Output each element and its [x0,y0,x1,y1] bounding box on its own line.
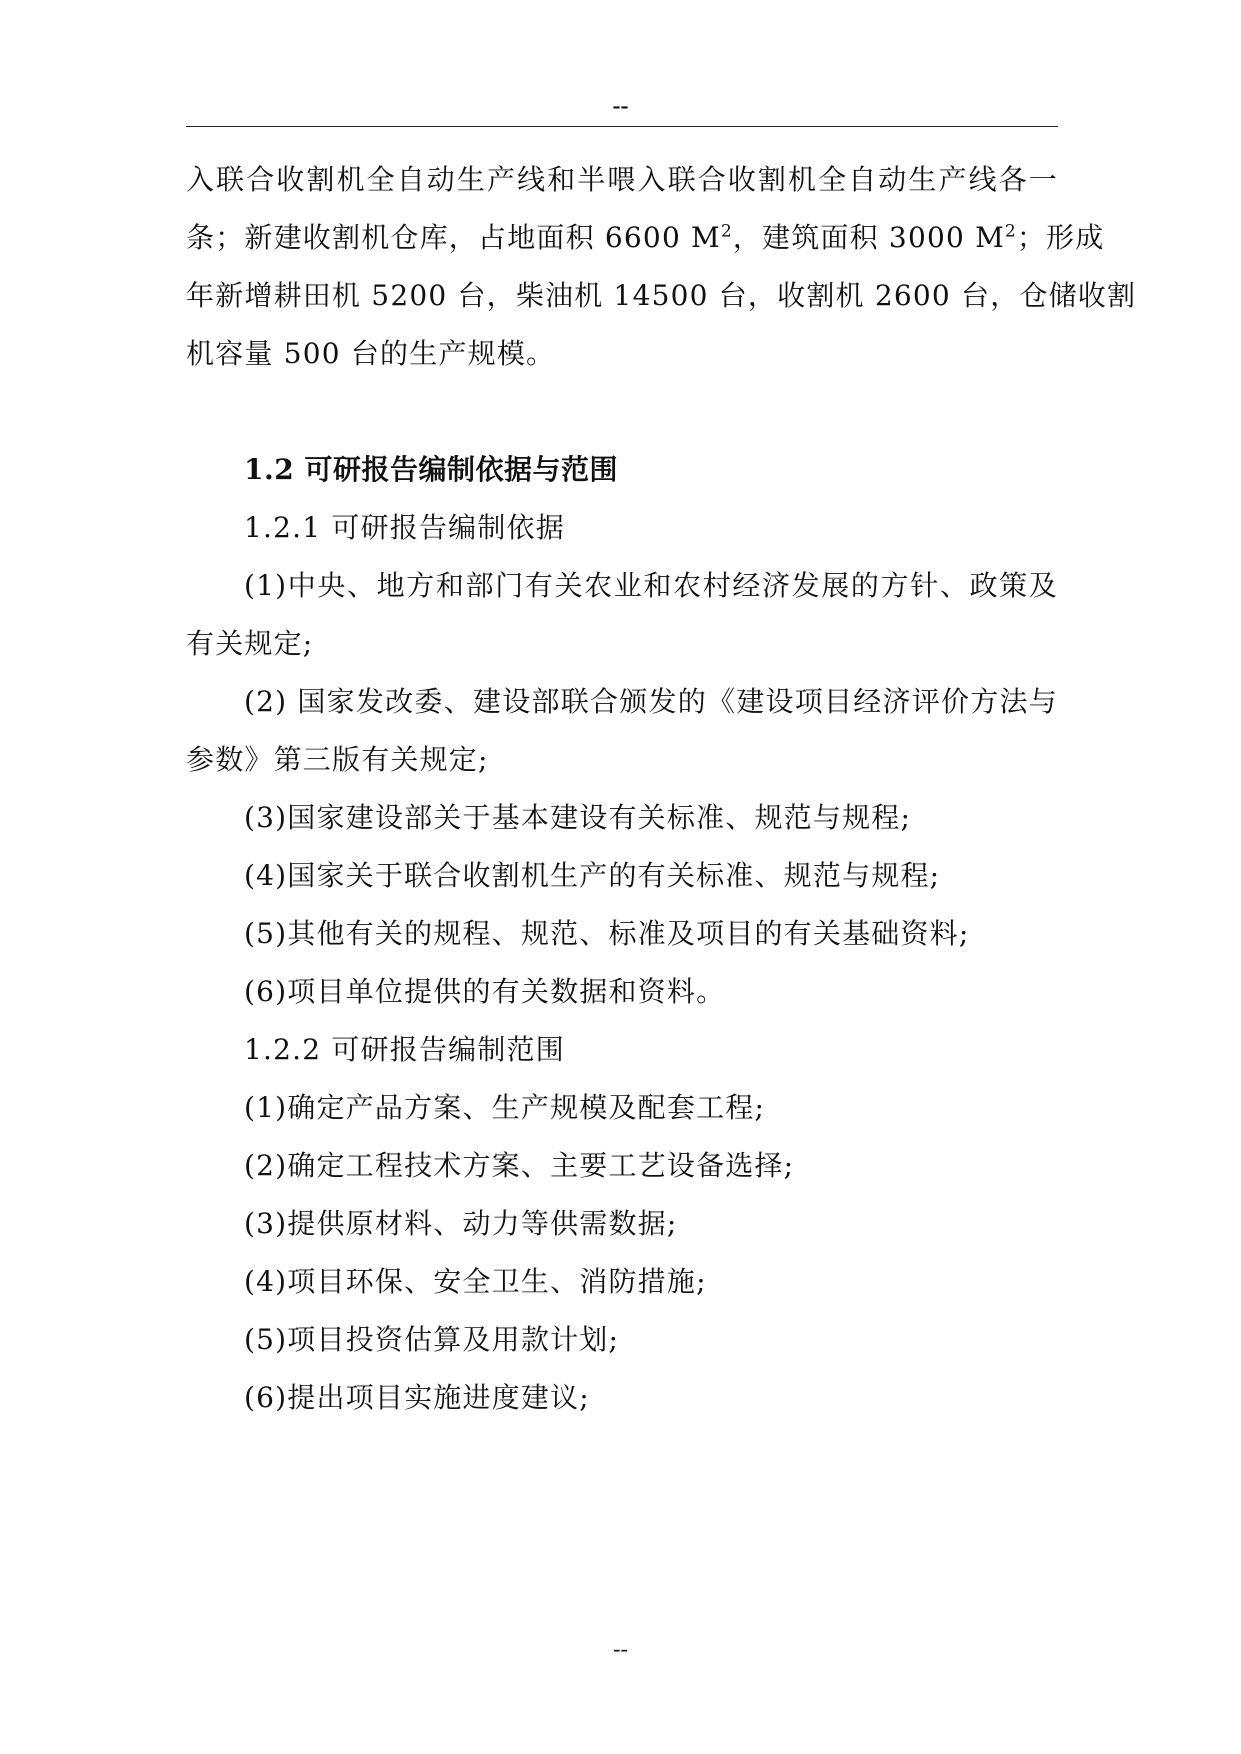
scope-item-2: (2)确定工程技术方案、主要工艺设备选择; [244,1149,795,1182]
subsection-title-scope: 1.2.2 可研报告编制范围 [244,1033,565,1066]
basis-item-4: (4)国家关于联合收割机生产的有关标准、规范与规程; [244,859,941,892]
basis-item-1-line-1: (1)中央、地方和部门有关农业和农村经济发展的方针、政策及 [244,569,1058,602]
scope-item-6: (6)提出项目实施进度建议; [244,1381,590,1414]
superscript-2: 2 [1004,220,1017,241]
page-footer-mark: -- [613,1636,628,1661]
basis-item-1-line-2: 有关规定; [186,627,314,660]
intro-paragraph-line-1: 入联合收割机全自动生产线和半喂入联合收割机全自动生产线各一 [186,163,1058,196]
intro-paragraph-line-2 [186,216,1105,260]
scope-item-3: (3)提供原材料、动力等供需数据; [244,1207,678,1240]
page-header-mark: -- [612,93,629,119]
intro-paragraph-line-3: 年新增耕田机 5200 台，柴油机 14500 台，收割机 2600 台，仓储收割 [186,279,1137,312]
superscript-2: 2 [720,220,733,241]
intro-line2-part-a: 条；新建收割机仓库，占地面积 6600 M [186,221,721,254]
section-heading: 1.2 可研报告编制依据与范围 [244,453,618,486]
scope-item-1: (1)确定产品方案、生产规模及配套工程; [244,1091,766,1124]
subsection-title-basis: 1.2.1 可研报告编制依据 [244,511,565,544]
intro-line2-part-b: ，建筑面积 3000 M [732,221,1005,254]
header-rule [186,126,1058,127]
scope-item-5: (5)项目投资估算及用款计划; [244,1323,620,1356]
intro-line2-part-c: ；形成 [1016,221,1105,254]
intro-paragraph-line-4: 机容量 500 台的生产规模。 [186,337,556,370]
basis-item-2-line-1: (2) 国家发改委、建设部联合颁发的《建设项目经济评价方法与 [244,685,1058,718]
basis-item-3: (3)国家建设部关于基本建设有关标准、规范与规程; [244,801,912,834]
basis-item-5: (5)其他有关的规程、规范、标准及项目的有关基础资料; [244,917,970,950]
scope-item-4: (4)项目环保、安全卫生、消防措施; [244,1265,707,1298]
basis-item-2-line-2: 参数》第三版有关规定; [186,743,489,776]
basis-item-6: (6)项目单位提供的有关数据和资料。 [244,975,726,1008]
